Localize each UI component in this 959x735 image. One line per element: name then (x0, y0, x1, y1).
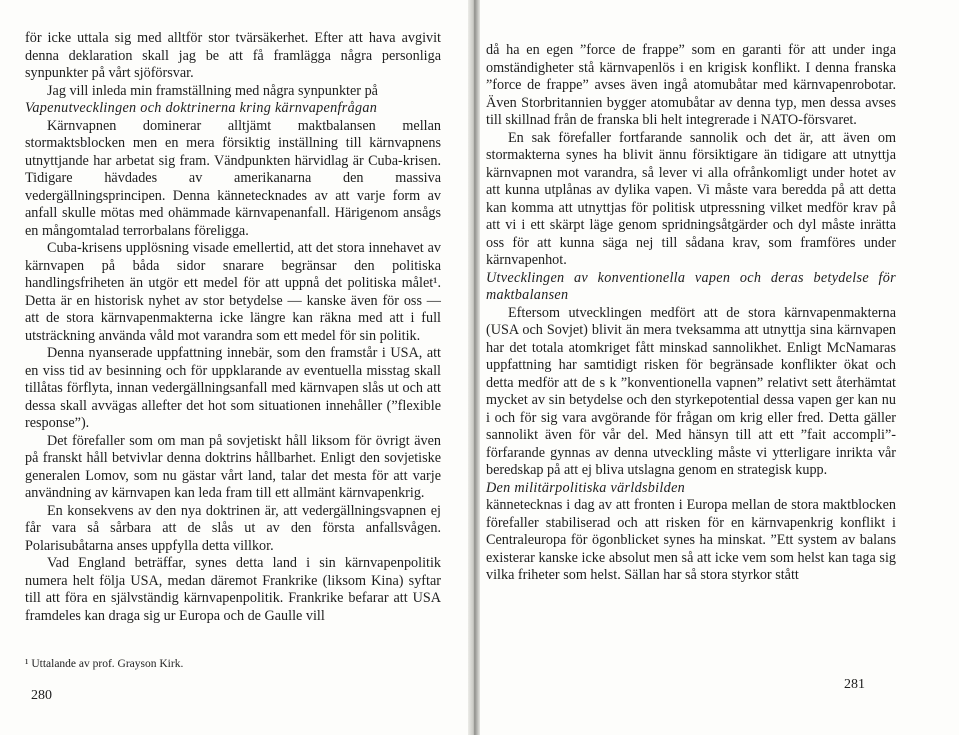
paragraph: för icke uttala sig med alltför stor tvärsäkerhet. Efter att hava avgivit denna deklaration skall jag be att få framlägga några personliga synpunkter på vårt sjöförsvar. (25, 30, 441, 81)
paragraph: då ha en egen ”force de frappe” som en garanti för att under inga omständigheter stå kärnvapenlös i en krigisk konflikt. I denna franska ”force de frappe” avses även ingå atomubåtar med kärnvapenrobotar. Även Storbritannien bygger atomubåtar av denna typ, men dessa avses till skillnad från de franska bli helt integrerade i NATO-försvaret. (486, 42, 896, 128)
book-gutter (468, 0, 480, 735)
page-number: 280 (31, 688, 52, 703)
section-heading: Utvecklingen av konventionella vapen och deras betydelse för maktbalansen (486, 269, 896, 303)
paragraph: En sak förefaller fortfarande sannolik och det är, att även om stormakterna synes ha blivit ännu försiktigare än tidigare att utnyttja kärnvapnen mot varandra, så lever vi alla ofrånkomligt under hotet av att kunna utplånas av dylika vapen. Vi måste vara beredda på att detta kan komma att utnyttjas för politisk utpressning vilket medför krav på att vi i ett skärpt läge genom spridningsåtgärder och dyl måste inrätta oss för att kunna säga nej till sådana krav, som framföres under kärnvapenhot. (486, 129, 896, 268)
page-number: 281 (844, 677, 865, 692)
left-text-column (25, 30, 441, 625)
paragraph: Denna nyanserade uppfattning innebär, som den framstår i USA, att en viss tid av besinning och för uppklarande av eventuella misstag skall tillåtas förflyta, innan vedergällningsanfall med kärnvapen slås ut och att dessa skall avvägas allefter det hot som situationen innehåller (”flexible response”). (25, 345, 441, 431)
paragraph: Vad England beträffar, synes detta land i sin kärnvapenpolitik numera helt följa USA, medan däremot Frankrike (liksom Kina) syftar till att föra en självständig kärnvapenpolitik. Frankrike befarar att USA framdeles kan draga sig ur Europa och de Gaulle vill (25, 555, 441, 624)
paragraph: kännetecknas i dag av att fronten i Europa mellan de stora maktblocken förefaller stabiliserad och att risken för en kärnvapenkrig konflikt i Centraleuropa för ögonblicket synes ha minskat. ”Ett system av balans existerar kanske icke absolut men så att icke vem som helst kan taga sig vilka friheter som helst. Sällan har så stora styrkor stått (486, 497, 896, 583)
right-page (480, 0, 959, 735)
paragraph: Eftersom utvecklingen medfört att de stora kärnvapenmakterna (USA och Sovjet) blivit än mera tveksamma att utnyttja sina kärnvapen har det totala atomkriget fått minskad sannolikhet. Enligt McNamaras uppfattning har samtidigt risken för begränsade konflikter ökat och detta medför att de s k ”konventionella vapnen” relativt sett återhämtat mycket av sin betydelse och den styrkepotential dessa vapen ger kan nu i och för sig vara avgörande för frågan om krig eller fred. Detta gäller sannolikt även för vår del. Med hänsyn till att ett ”fait accompli”-förfarande gynnas av denna utveckling måste vi ytterligare inrikta vår beredskap på att ej bliva utslagna genom en strategisk kupp. (486, 304, 896, 478)
paragraph: Kärnvapnen dominerar alltjämt maktbalansen mellan stormaktsblocken men en mera försiktig inställning till kärnvapnens utnyttjande har arbetat sig fram. Vändpunkten härvidlag är Cuba-krisen. Tidigare hävdades av amerikanarna den massiva vedergällningsprincipen. Denna kännetecknades av att varje form av anfall skulle mötas med ohämmade kärnvapenanfall. Härigenom ansågs en mångomtalad terrorbalans föreligga. (25, 117, 441, 239)
section-heading: Den militärpolitiska världsbilden (486, 479, 686, 496)
paragraph: Jag vill inleda min framställning med några synpunkter på (47, 82, 378, 99)
paragraph: En konsekvens av den nya doktrinen är, att vedergällningsvapnen ej får vara så sårbara att de slås ut av den första anfallsvågen. Polarisubåtarna anses uppfylla detta villkor. (25, 502, 441, 554)
left-page (0, 0, 468, 735)
right-text-column (486, 42, 896, 585)
footnote: ¹ Uttalande av prof. Grayson Kirk. (25, 658, 184, 670)
paragraph: Cuba-krisens upplösning visade emellertid, att det stora innehavet av kärnvapen på båda sidor snarare begränsar den politiska handlingsfriheten än utgör ett medel för att uppnå det politiska målet¹. Detta är en historisk nyhet av stor betydelse — kanske även för oss — att de stora kärnvapenmakterna icke längre kan räkna med att i full utsträckning använda våld mot varandra som ett medel för sin politik. (25, 240, 441, 344)
section-heading: Vapenutvecklingen och doktrinerna kring kärnvapenfrågan (25, 100, 378, 116)
paragraph: Det förefaller som om man på sovjetiskt håll liksom för övrigt även på franskt håll betvivlar denna doktrins hållbarhet. Enligt den sovjetiske generalen Lomov, som nu gästar vårt land, talar det mesta för att varje användning av kärnvapen kan leda fram till ett allmänt kärnvapenkrig. (25, 432, 441, 501)
